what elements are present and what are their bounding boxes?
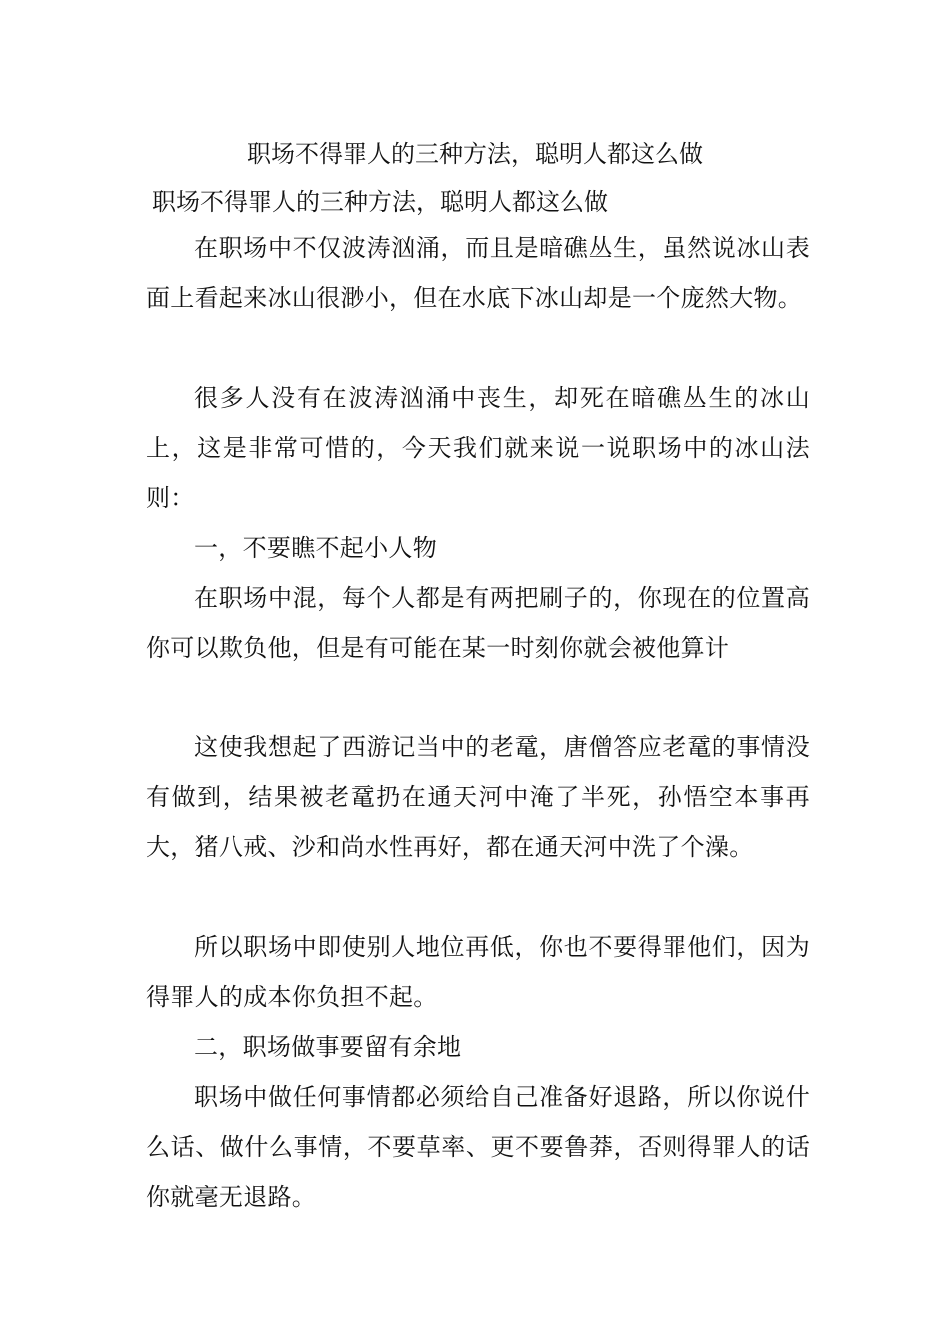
paragraph-iceberg-rule: 很多人没有在波涛汹涌中丧生，却死在暗礁丛生的冰山上，这是非常可惜的，今天我们就来说一说职场中的冰山法则： bbox=[146, 384, 810, 512]
paragraph-section-1: 在职场中混，每个人都是有两把刷子的，你现在的位置高你可以欺负他，但是有可能在某一时刻你就会被他算计 bbox=[146, 584, 810, 662]
paragraph-section-2: 职场中做任何事情都必须给自己准备好退路，所以你说什么话、做什么事情，不要草率、更不要鲁莽，否则得罪人的话你就毫无退路。 bbox=[146, 1083, 810, 1211]
paragraph-conclusion-1: 所以职场中即使别人地位再低，你也不要得罪他们，因为得罪人的成本你负担不起。 bbox=[146, 933, 810, 1011]
paragraph-intro: 在职场中不仅波涛汹涌，而且是暗礁丛生，虽然说冰山表面上看起来冰山很渺小，但在水底下冰山却是一个庞然大物。 bbox=[146, 234, 810, 312]
document-subtitle: 职场不得罪人的三种方法，聪明人都这么做 bbox=[152, 188, 608, 216]
document-title: 职场不得罪人的三种方法，聪明人都这么做 bbox=[247, 140, 703, 168]
section-heading-1: 一，不要瞧不起小人物 bbox=[194, 534, 437, 562]
paragraph-journey-west: 这使我想起了西游记当中的老鼋，唐僧答应老鼋的事情没有做到，结果被老鼋扔在通天河中淹了半死，孙悟空本事再大，猪八戒、沙和尚水性再好，都在通天河中洗了个澡。 bbox=[146, 733, 810, 861]
section-heading-2: 二，职场做事要留有余地 bbox=[194, 1033, 462, 1061]
